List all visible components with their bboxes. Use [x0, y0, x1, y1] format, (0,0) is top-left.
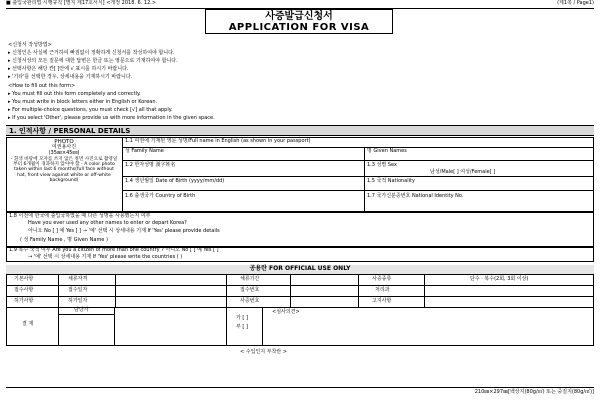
row-divider — [122, 160, 594, 161]
form-title-box — [205, 9, 393, 34]
page-number: (제1쪽 / Page1) — [557, 0, 594, 6]
period-of-stay-label: 체류기간 — [240, 276, 260, 282]
receipt-info-label: 접수사항 — [14, 287, 34, 293]
row-divider — [122, 176, 594, 177]
row-divider — [122, 190, 594, 191]
revenue-stamp-area: < 수입인지 부착란 > — [240, 349, 287, 355]
permit-date-label: 허가일자 — [68, 298, 88, 304]
instruction-ko-line: ▸ 신청서상의 모든 질문에 대한 답변은 한글 또는 영문으로 기재하여야 합니다. — [8, 58, 178, 64]
col-divider — [114, 307, 115, 346]
basic-info-label: 기본사항 — [14, 276, 34, 282]
date-of-birth-field[interactable]: 1.4 생년월일 Date of Birth (yyyy/mm/dd) — [125, 178, 225, 184]
receipt-date-label: 접수일자 — [68, 287, 88, 293]
visa-type-label: 사증종류 — [372, 276, 392, 282]
paper-spec: 210㎜×297㎜[백상지(80g/㎡) 또는 중질지(80g/㎡)] — [474, 389, 594, 395]
notice-label: 고지사항 — [372, 298, 392, 304]
family-name-field[interactable]: 성 Family Name — [125, 148, 164, 154]
col-divider — [262, 307, 263, 346]
given-names-field[interactable]: 명 Given Names — [367, 148, 407, 154]
instruction-en-line: ▸ You must fill out this form completely and correctly. — [8, 91, 141, 97]
other-names-detail[interactable]: ( 성 Family Name , 명 Given Name ) — [20, 237, 108, 243]
instruction-en-line: ▸ You must write in block letters either in English or Korean. — [8, 99, 158, 105]
instruction-ko-line: ▸ 신청인은 사실에 근거하여 빠짐없이 정확하게 신청서를 작성하여야 합니다. — [8, 50, 175, 56]
form-reference: ■ 출입국관리법 시행규칙 [별지 제17호서식] <개정 2018. 6. 12.> — [6, 0, 157, 6]
instruction-en-line: ▸ If you select 'Other', please provide us with more information in the given space. — [8, 115, 215, 121]
row-divider — [122, 147, 594, 148]
other-names-options[interactable]: 아니오 No [ ] 예 Yes [ ] → '예' 선택 시 상세내용 기재 If 'Yes' please provide details — [28, 228, 220, 234]
approval-label: 결 재 — [22, 321, 34, 327]
chinese-name-field[interactable]: 1.2 한자성명 漢字姓名 — [125, 162, 176, 168]
processing-office-label: 처리과 — [375, 287, 390, 293]
visa-number-label: 사증번호 — [240, 298, 260, 304]
q-other-names: 1.8 이전에 한국에 출입국하였을 때 다른 성명을 사용했는지 여부 — [9, 213, 151, 219]
instructions-ko-heading: <신청서 작성방법> — [8, 42, 52, 48]
col-divider — [58, 274, 59, 346]
col-divider — [358, 274, 359, 307]
q-other-names-en: Have you ever used any other names to enter or depart Korea? — [28, 220, 187, 226]
col-divider — [115, 274, 116, 307]
photo-size: (35㎜×45㎜) — [48, 150, 80, 156]
row-divider — [6, 285, 594, 286]
row-divider — [6, 296, 594, 297]
col-divider — [226, 274, 227, 346]
photo-divider — [122, 137, 123, 212]
nationality-field[interactable]: 1.5 국적 Nationality — [367, 178, 415, 184]
section-1-title: 1. 인적사항 / PERSONAL DETAILS — [6, 125, 594, 136]
instruction-en-line: ▸ For multiple-choice questions, you must check [√] all that apply. — [8, 107, 173, 113]
instruction-ko-line: ▸ '기타'를 선택한 경우, 상세내용을 기재하시기 바랍니다. — [8, 74, 133, 80]
entry-count-options[interactable]: 단수 · 복수(2회, 3회 이상) — [470, 276, 529, 282]
instructions-en-heading: <How to fill out this form> — [8, 83, 76, 89]
reject-checkbox[interactable]: 부 [ ] — [236, 324, 248, 330]
in-charge-divider — [58, 314, 114, 315]
photo-label: PHOTO — [54, 139, 74, 145]
photo-requirements: - 흰색 바탕에 모자를 쓰지 않은 정면 사진으로 촬영일부터 6개월이 경과하지 않아야 함 - A color photo taken within last 6 months(full face without hat, front view against white or off-white background) — [10, 157, 118, 183]
photo-label-korean: 여권용사진 — [51, 144, 77, 150]
permit-info-label: 허가사항 — [14, 298, 34, 304]
official-use-title: 공용란 FOR OFFICIAL USE ONLY — [249, 265, 351, 272]
column-divider — [364, 147, 365, 212]
approve-checkbox[interactable]: 가 [ ] — [236, 315, 248, 321]
multiple-citizenship-detail[interactable]: → '예' 선택 시 상세내용 기재 If 'Yes' please write the countries ( ) — [28, 254, 183, 260]
col-divider — [424, 274, 425, 307]
instruction-ko-line: ▸ 선택사항은 해당 칸[ ]안에 √ 표시를 하시기 바랍니다. — [8, 66, 129, 72]
in-charge-label: 담당자 — [74, 307, 89, 313]
country-of-birth-field[interactable]: 1.6 출생국가 Country of Birth — [125, 193, 196, 199]
form-title-korean: 사증발급신청서 — [265, 11, 333, 22]
form-title-english: APPLICATION FOR VISA — [228, 22, 370, 33]
review-opinion-label: <심사의견> — [272, 309, 300, 315]
sex-options[interactable]: 남성/Male[ ] 여성/Female[ ] — [430, 169, 496, 175]
receipt-number-label: 접수번호 — [240, 287, 260, 293]
footer-divider — [6, 387, 594, 388]
national-id-field[interactable]: 1.7 국가신분증번호 National Identity No. — [367, 193, 464, 199]
q-full-name: 1.1 여권에 기재된 영문 성명/Full name in English (as shown in your passport) — [125, 138, 311, 144]
sex-label: 1.3 성별 Sex — [367, 162, 397, 168]
row-divider — [6, 307, 594, 308]
status-of-stay-label: 체류자격 — [68, 276, 88, 282]
col-divider — [290, 274, 291, 307]
q-multiple-citizenship[interactable]: 1.9 복수 국적 여부 Are you a citizen of more than one country ? 아니오 No [ ] 예 Yes [ ] — [9, 247, 219, 253]
